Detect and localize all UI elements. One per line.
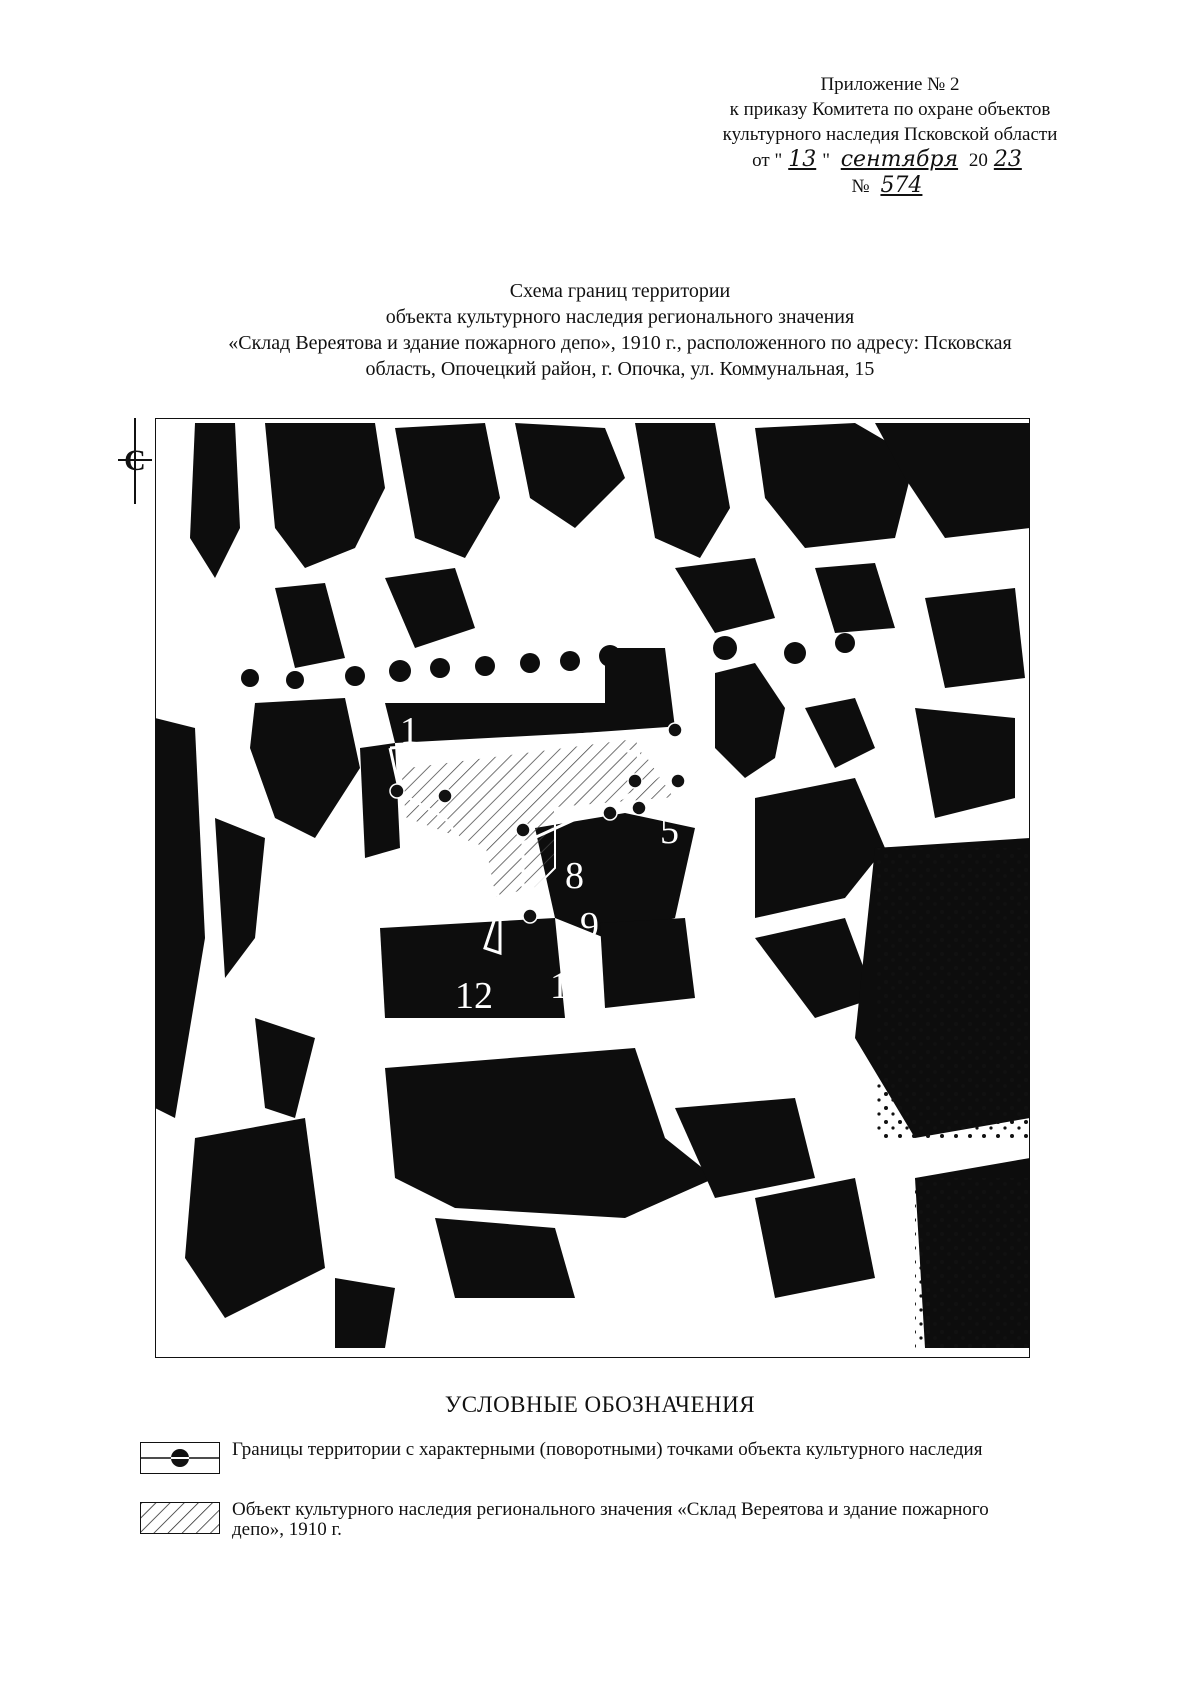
point-label-4: 4	[625, 725, 644, 767]
legend-heading: УСЛОВНЫЕ ОБОЗНАЧЕНИЯ	[444, 1392, 756, 1417]
title-line-1: Схема границ территории	[509, 280, 731, 302]
scheme-title	[180, 278, 1060, 382]
date-month: сентября	[840, 147, 959, 172]
appendix-order-number: № 574	[680, 173, 1100, 199]
appendix-order-ref: к приказу Комитета по охране объектов	[729, 99, 1051, 120]
appendix-committee: культурного наследия Псковской области	[722, 124, 1058, 145]
title-line-4: область, Опочецкий район, г. Опочка, ул. Коммунальная, 15	[365, 358, 875, 380]
date-year: 23	[993, 147, 1022, 172]
point-label-1: 1	[400, 710, 419, 752]
hatch-icon	[140, 1502, 220, 1534]
legend-boundary-text: Границы территории с характерными (поворотными) точками объекта культурного наследия	[232, 1439, 983, 1460]
order-number: 574	[880, 173, 923, 198]
point-label-11: 11	[550, 965, 587, 1007]
north-letter: С	[124, 444, 146, 477]
date-day: 13	[788, 147, 817, 172]
point-label-12: 12	[455, 975, 493, 1017]
legend-heritage-text: Объект культурного наследия регионального значения «Склад Вереятова и здание пожарного депо», 1910 г.	[232, 1499, 989, 1540]
point-label-9: 9	[580, 905, 599, 947]
appendix-header	[680, 72, 1100, 199]
point-label-5: 5	[660, 810, 679, 852]
appendix-number: Приложение № 2	[820, 74, 960, 95]
north-arrow-icon	[112, 418, 158, 504]
title-line-3: «Склад Вереятова и здание пожарного депо», 1910 г., расположенного по адресу: Псковская	[228, 332, 1012, 354]
point-label-3: 3	[700, 763, 719, 805]
appendix-date: от " 13 " сентября 20 23	[680, 147, 1100, 173]
boundary-point-icon	[140, 1442, 220, 1474]
title-line-2: объекта культурного наследия регионального значения	[385, 306, 855, 328]
aerial-map	[155, 418, 1030, 1358]
point-label-8: 8	[565, 855, 584, 897]
